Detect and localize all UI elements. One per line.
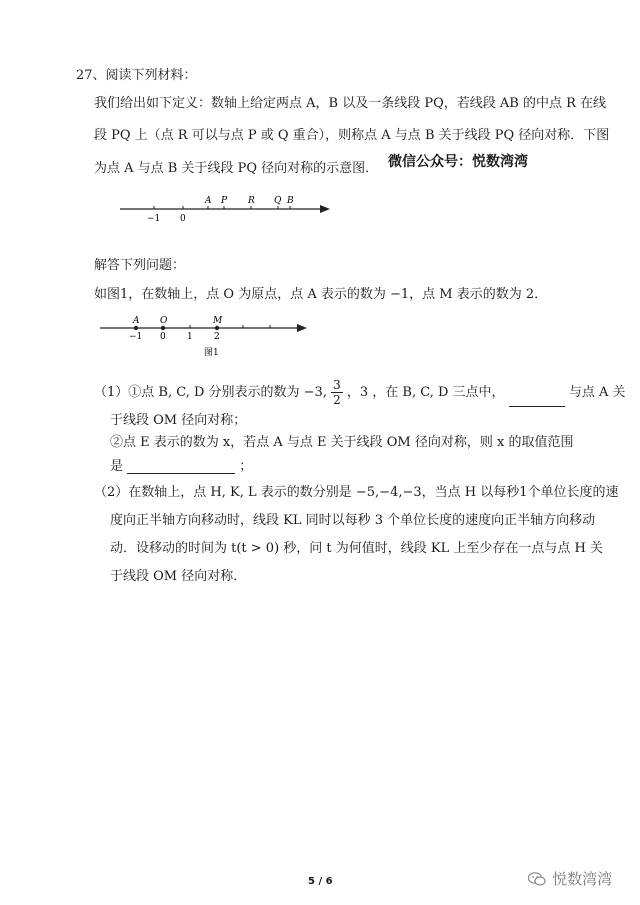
q2-line-2: 度向正半轴方向移动时，线段 KL 同时以每秒 3 个单位长度的速度向正半轴方向移动	[110, 513, 596, 528]
axis-arrow	[297, 324, 307, 332]
definition-line-3: 为点 A 与点 B 关于线段 PQ 径向对称的示意图．	[94, 161, 379, 176]
footer-brand-text: 悦数湾湾	[552, 870, 613, 888]
q1-line-2: 于线段 OM 径向对称；	[110, 413, 247, 428]
label-neg1: −1	[129, 332, 143, 342]
point-m	[215, 326, 219, 330]
fraction-three-halves	[331, 378, 343, 407]
figure1-number-line	[96, 312, 316, 362]
label-zero: 0	[180, 214, 186, 224]
point-a	[134, 326, 138, 330]
q1-line-3: ②点 E 表示的数为 x，若点 A 与点 E 关于线段 OM 径向对称，则 x 的取值范围	[110, 435, 574, 450]
q1-text-shi: 是	[110, 459, 124, 474]
q1-text-semicolon: ；	[239, 459, 253, 474]
q2-line-4: 于线段 OM 径向对称．	[110, 569, 247, 584]
fraction-numerator: 3	[333, 378, 341, 392]
definition-line-1: 我们给出如下定义：数轴上给定两点 A，B 以及一条线段 PQ，若线段 AB 的中点 R 在线	[94, 96, 607, 111]
q1-answer-blank-1[interactable]	[509, 392, 565, 407]
q1-text-c: 与点 A 关	[568, 385, 626, 400]
wechat-watermark: 微信公众号：悦数湾湾	[388, 154, 528, 170]
q1-line-1	[94, 378, 625, 407]
wechat-icon	[527, 870, 547, 888]
label-m: M	[213, 316, 223, 326]
point-o	[161, 326, 165, 330]
label-one: 1	[187, 332, 193, 342]
label-a: A	[133, 316, 140, 326]
q2-line-3: 动．设移动的时间为 t(t > 0) 秒，问 t 为何值时，线段 KL 上至少存在一点与点 H 关	[110, 541, 603, 556]
fraction-denominator: 2	[333, 393, 341, 407]
label-r: R	[248, 196, 255, 206]
label-b: B	[287, 196, 294, 206]
axis-arrow	[320, 205, 330, 213]
q1-text-a: （1）①点 B, C, D 分别表示的数为 −3,	[94, 385, 327, 400]
figure-caption: 图1	[204, 348, 219, 358]
number-line-diagram	[110, 190, 340, 230]
q1-line-4	[110, 455, 252, 474]
figure1-intro: 如图1，在数轴上，点 O 为原点，点 A 表示的数为 −1，点 M 表示的数为 2．	[94, 287, 548, 302]
label-two: 2	[214, 332, 220, 342]
answer-heading: 解答下列问题：	[94, 258, 186, 273]
q1-text-b: ，3 ，在 B, C, D 三点中，	[346, 385, 505, 400]
problem-title: 27、阅读下列材料：	[76, 68, 197, 83]
label-a: A	[205, 196, 212, 206]
label-o: O	[160, 316, 168, 326]
footer-brand	[527, 868, 612, 889]
label-p: P	[221, 196, 228, 206]
definition-line-2: 段 PQ 上（点 R 可以与点 P 或 Q 重合），则称点 A 与点 B 关于线段 PQ 径向对称．下图	[94, 128, 610, 143]
q1-answer-blank-2[interactable]	[127, 459, 235, 474]
label-q: Q	[274, 196, 282, 206]
q2-line-1: （2）在数轴上，点 H, K, L 表示的数分别是 −5,−4,−3，当点 H 以每秒1个单位长度的速	[94, 485, 619, 500]
label-neg1: −1	[147, 214, 161, 224]
label-zero: 0	[160, 332, 166, 342]
page-number: 5 / 6	[308, 876, 333, 887]
